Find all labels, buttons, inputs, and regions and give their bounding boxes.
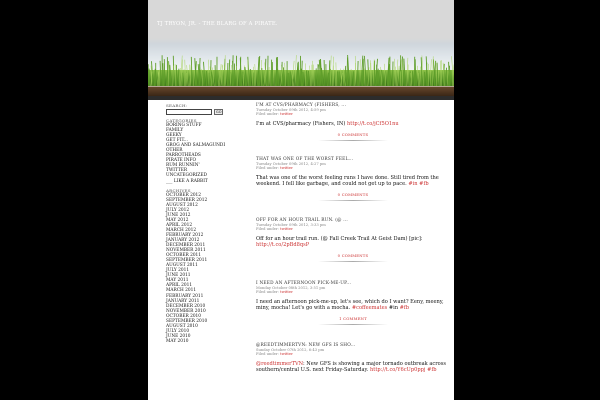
post-title[interactable]: I'M AT CVS/PHARMACY (FISHERS, ... bbox=[256, 103, 347, 108]
archive-link[interactable]: JULY 2011 bbox=[166, 268, 190, 274]
filed-label: Filed under: bbox=[256, 290, 281, 295]
post-separator bbox=[318, 324, 388, 325]
archive-link[interactable]: JUNE 2012 bbox=[166, 212, 191, 218]
page bbox=[148, 0, 454, 400]
archive-link[interactable]: JUNE 2011 bbox=[166, 273, 191, 279]
categories-list bbox=[166, 123, 246, 184]
archive-link[interactable]: SEPTEMBER 2010 bbox=[166, 318, 208, 324]
post-title[interactable]: @REEDTIMMERTVN: NEW GFS IS SHO... bbox=[256, 343, 356, 348]
post-date: Tuesday October 09th 2012, 4:27 pm bbox=[256, 162, 326, 166]
comments-link[interactable]: 0 COMMENTS bbox=[337, 253, 369, 259]
search-form bbox=[166, 109, 246, 115]
post-body bbox=[256, 175, 450, 187]
archive-link[interactable]: JUNE 2010 bbox=[166, 333, 191, 339]
archive-link[interactable]: AUGUST 2010 bbox=[166, 323, 198, 329]
category-link[interactable]: RUM RUNNIN' bbox=[166, 163, 200, 169]
category-link[interactable]: ___ LIKE A RABBIT bbox=[166, 178, 208, 184]
post-separator bbox=[318, 200, 388, 201]
category-link[interactable]: GROG AND SALMAGUNDI bbox=[166, 143, 226, 149]
mention-link[interactable]: @reedtimmerTVN bbox=[256, 360, 303, 367]
filed-label: Filed under: bbox=[256, 227, 281, 232]
archive-link[interactable]: MAY 2012 bbox=[166, 217, 189, 223]
post-text: : New GFS is showing a major tornado outbreak across southern/central U.S. next Friday-Saturday. bbox=[256, 360, 446, 374]
archive-link[interactable]: AUGUST 2012 bbox=[166, 202, 198, 208]
post-filed-under bbox=[256, 352, 450, 356]
archive-link[interactable]: DECEMBER 2011 bbox=[166, 243, 206, 249]
category-link[interactable]: OTHER bbox=[166, 148, 183, 154]
post-category-link[interactable]: twitter bbox=[280, 227, 293, 232]
post-filed-under bbox=[256, 112, 450, 116]
archives-list bbox=[166, 193, 246, 344]
post-category-link[interactable]: twitter bbox=[280, 290, 293, 295]
archive-link[interactable]: JULY 2010 bbox=[166, 328, 190, 334]
filed-label: Filed under: bbox=[256, 352, 281, 357]
archive-link[interactable]: MARCH 2012 bbox=[166, 227, 197, 233]
archive-link[interactable]: NOVEMBER 2010 bbox=[166, 308, 206, 314]
post-link[interactable]: http://t.co/Y6cUp0ppj bbox=[370, 367, 426, 374]
archive-link[interactable]: SEPTEMBER 2012 bbox=[166, 197, 208, 203]
post-filed-under bbox=[256, 166, 450, 170]
archive-link[interactable]: MAY 2010 bbox=[166, 338, 189, 344]
tag-link[interactable]: #fb bbox=[427, 367, 437, 374]
post-category-link[interactable]: twitter bbox=[280, 166, 293, 171]
archive-link[interactable]: MAY 2011 bbox=[166, 278, 189, 284]
archive-link[interactable]: FEBRUARY 2011 bbox=[166, 293, 204, 299]
category-link[interactable]: TWITTER bbox=[166, 168, 188, 174]
category-link[interactable]: GEEKY bbox=[166, 133, 182, 139]
archive-link[interactable]: JANUARY 2012 bbox=[166, 237, 200, 243]
archive-link[interactable]: JANUARY 2011 bbox=[166, 298, 200, 304]
category-link[interactable]: GET FIT... bbox=[166, 138, 188, 144]
archive-link[interactable]: SEPTEMBER 2011 bbox=[166, 258, 208, 264]
category-link[interactable]: PARROTHEADS bbox=[166, 153, 201, 159]
archive-link[interactable]: AUGUST 2011 bbox=[166, 263, 198, 269]
post-body bbox=[256, 361, 450, 373]
archive-link[interactable]: OCTOBER 2010 bbox=[166, 313, 202, 319]
post-date: Sunday October 07th 2012, 6:43 pm bbox=[256, 348, 325, 352]
category-link[interactable]: UNCATEGORIZED bbox=[166, 173, 207, 179]
grass-banner-image bbox=[148, 50, 454, 96]
categories-heading: CATEGORIES bbox=[166, 118, 197, 123]
post-link[interactable]: http://t.co/jCf5O1nu bbox=[347, 120, 399, 127]
post-filed-under bbox=[256, 227, 450, 231]
tag-link[interactable]: #fb bbox=[419, 181, 429, 188]
post-filed-under bbox=[256, 290, 450, 294]
archives-heading: ARCHIVES bbox=[166, 187, 191, 193]
post-body bbox=[256, 236, 450, 248]
comments-link[interactable]: 0 COMMENTS bbox=[337, 132, 369, 138]
post bbox=[256, 157, 450, 201]
archive-link[interactable]: OCTOBER 2011 bbox=[166, 253, 202, 259]
post-text: I need an afternoon pick-me-up, let's see, which do I want? Eeny, meeny, miny, mocha! Let's go with a mocha. bbox=[256, 298, 444, 312]
category-link[interactable]: BORING STUFF bbox=[166, 123, 202, 128]
tag-link[interactable]: #in bbox=[408, 181, 418, 188]
header-divider bbox=[148, 96, 454, 100]
search-input[interactable] bbox=[166, 109, 212, 115]
post-separator bbox=[318, 261, 388, 262]
sidebar bbox=[166, 103, 246, 344]
tag-link[interactable]: #fb bbox=[399, 305, 410, 312]
archive-link[interactable]: JULY 2012 bbox=[166, 207, 190, 213]
tag-link[interactable]: #coffeemates bbox=[351, 305, 388, 312]
archive-link[interactable]: NOVEMBER 2011 bbox=[166, 248, 206, 254]
archive-link[interactable]: FEBRUARY 2012 bbox=[166, 232, 204, 238]
search-heading: SEARCH: bbox=[166, 103, 188, 108]
comments-link[interactable]: 1 COMMENT bbox=[339, 316, 367, 322]
archive-link[interactable]: APRIL 2012 bbox=[166, 222, 193, 228]
archive-link[interactable]: OCTOBER 2012 bbox=[166, 192, 202, 198]
post-separator bbox=[318, 140, 388, 141]
post-date: Tuesday October 09th 2012, 3:33 pm bbox=[256, 223, 326, 227]
category-link[interactable]: PIRATE INFO bbox=[166, 158, 197, 164]
search-go-button[interactable]: GO bbox=[216, 110, 222, 114]
blog-title[interactable]: TJ TRYON, JR. - THE BLARG OF A PIRATE. bbox=[157, 21, 278, 27]
post-body bbox=[256, 299, 450, 311]
post bbox=[256, 281, 450, 325]
post-date: Tuesday October 09th 2012, 4:59 pm bbox=[256, 108, 326, 112]
tag-link[interactable]: #in bbox=[387, 305, 400, 312]
post-category-link[interactable]: twitter bbox=[280, 352, 293, 357]
post-date: Monday October 08th 2012, 3:51 pm bbox=[256, 286, 326, 290]
filed-label: Filed under: bbox=[256, 112, 281, 117]
post-title[interactable]: I NEED AN AFTERNOON PICK-ME-UP... bbox=[256, 281, 352, 286]
post-title[interactable]: THAT WAS ONE OF THE WORST FEEL... bbox=[256, 157, 354, 162]
post bbox=[256, 343, 450, 373]
archive-link[interactable]: APRIL 2011 bbox=[166, 283, 193, 289]
archive-link[interactable]: MARCH 2011 bbox=[166, 288, 197, 294]
post-category-link[interactable]: twitter bbox=[280, 112, 293, 117]
archive-link[interactable]: DECEMBER 2010 bbox=[166, 303, 206, 309]
filed-label: Filed under: bbox=[256, 166, 281, 171]
post-link[interactable]: http://t.co/2pBd8qsP bbox=[256, 242, 310, 249]
post-body bbox=[256, 121, 450, 127]
header-banner bbox=[148, 0, 454, 96]
category-link[interactable]: FAMILY bbox=[166, 128, 184, 134]
post-title[interactable]: OFF FOR AN HOUR TRAIL RUN. (@ ... bbox=[256, 218, 348, 223]
post-text: I'm at CVS/pharmacy (Fishers, IN) bbox=[256, 120, 347, 127]
comments-link[interactable]: 0 COMMENTS bbox=[337, 192, 369, 198]
post bbox=[256, 218, 450, 262]
post bbox=[256, 103, 450, 141]
post-text: That was one of the worst feeling runs I have done. Still tired from the weekend. I fell like garbage, and could not get up to pace. bbox=[256, 174, 439, 188]
post-text: Off for an hour trail run. (@ Fall Creek Trail At Geist Dam) [pic]: bbox=[256, 235, 423, 242]
